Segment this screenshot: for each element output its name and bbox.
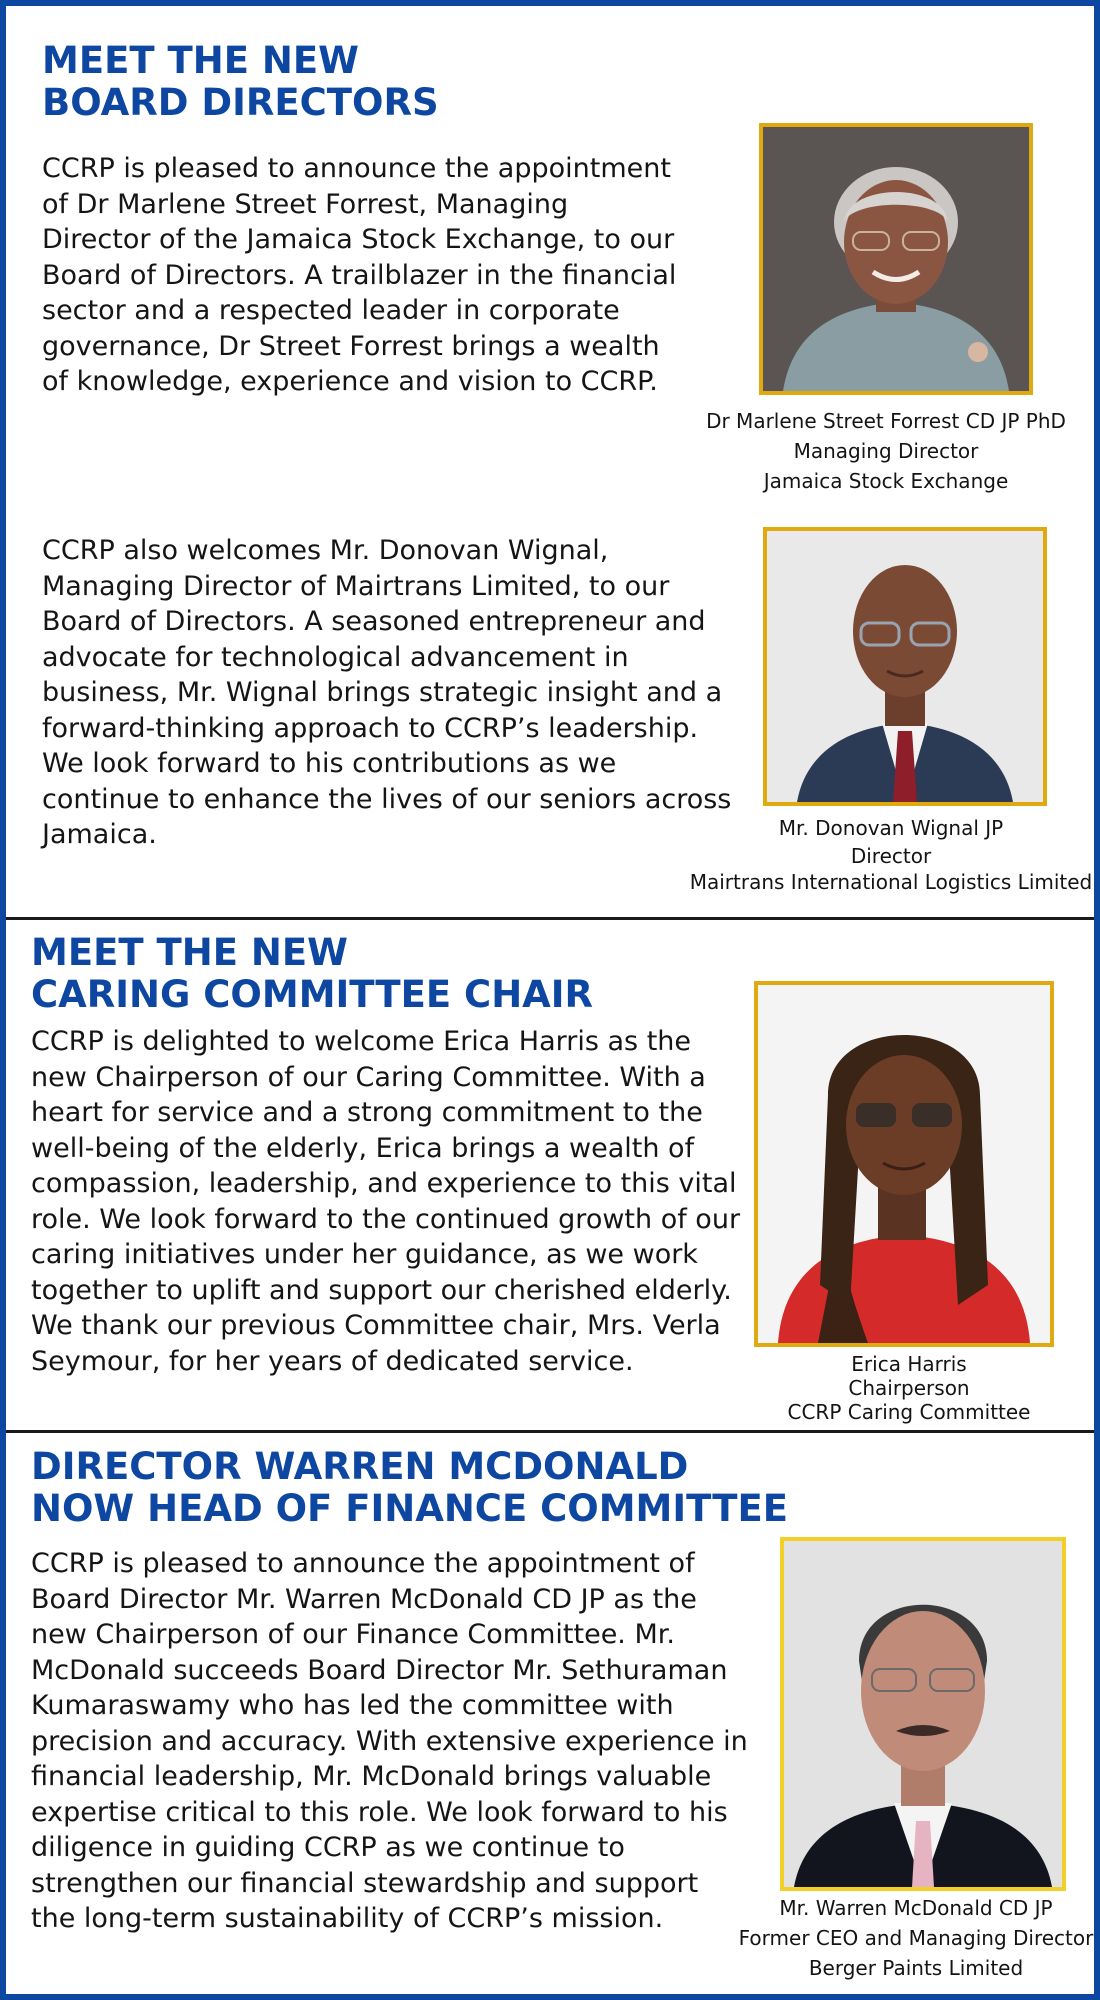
- section-divider-1: [6, 917, 1094, 920]
- caring-heading-line1: MEET THE NEW: [31, 931, 348, 974]
- finance-paragraph: CCRP is pleased to announce the appointment of Board Director Mr. Warren McDonald CD JP as the new Chairperson of our Finance Committee. Mr. McDonald succeeds Board Director Mr. Sethuraman Kumaraswamy who has led the committee with precision and accuracy. With extensive experience in financial leadership, Mr. McDonald brings valuable expertise critical to this role. We look forward to his diligence in guiding CCRP as we continue to strengthen our financial stewardship and support the long-term sustainability of CCRP’s mission.: [31, 1548, 748, 1934]
- caring-paragraph: CCRP is delighted to welcome Erica Harris as the new Chairperson of our Caring Committee. With a heart for service and a strong commitment to the well-being of the elderly, Erica brings a wealth of compassion, leadership, and experience to this vital role. We look forward to the continued growth of our caring initiatives under her guidance, as we work together to uplift and support our cherished elderly. We thank our previous Committee chair, Mrs. Verla Seymour, for her years of dedicated service.: [31, 1026, 741, 1377]
- finance-heading-line2: NOW HEAD OF FINANCE COMMITTEE: [31, 1487, 789, 1530]
- photo-donovan-wignal: [763, 527, 1047, 806]
- caption-name: Dr Marlene Street Forrest CD JP PhD: [706, 409, 1066, 433]
- finance-heading-line1: DIRECTOR WARREN MCDONALD: [31, 1445, 689, 1488]
- portrait-man-illustration: [767, 531, 1043, 802]
- board-heading-line2: BOARD DIRECTORS: [42, 81, 439, 124]
- caption-org: Berger Paints Limited: [808, 1956, 1024, 1980]
- caption-title: Director: [850, 844, 932, 868]
- caption-title: Managing Director: [793, 439, 979, 463]
- caption-donovan-wignal: [686, 814, 1096, 894]
- caption-marlene-street-forrest: [686, 406, 1086, 496]
- finance-heading: [31, 1446, 788, 1530]
- caption-title: Former CEO and Managing Director: [738, 1926, 1094, 1950]
- portrait-woman-illustration: [763, 127, 1029, 391]
- board-heading-line1: MEET THE NEW: [42, 39, 359, 82]
- caption-name: Mr. Donovan Wignal JP: [778, 816, 1004, 840]
- photo-erica-harris: [754, 981, 1054, 1347]
- caption-name: Mr. Warren McDonald CD JP: [779, 1896, 1053, 1920]
- photo-marlene-street-forrest: [759, 123, 1033, 395]
- caption-title: Chairperson: [848, 1376, 970, 1400]
- caption-org: Jamaica Stock Exchange: [763, 469, 1009, 493]
- board-paragraph-1: CCRP is pleased to announce the appointment of Dr Marlene Street Forrest, Managing Director of the Jamaica Stock Exchange, to our Board of Directors. A trailblazer in the financial sector and a respected leader in corporate governance, Dr Street Forrest brings a wealth of knowledge, experience and vision to CCRP.: [42, 153, 677, 397]
- caption-erica-harris: [754, 1352, 1064, 1424]
- caring-heading-line2: CARING COMMITTEE CHAIR: [31, 973, 594, 1016]
- portrait-man-illustration: [784, 1541, 1062, 1887]
- board-paragraph-2: CCRP also welcomes Mr. Donovan Wignal, Managing Director of Mairtrans Limited, to our Board of Directors. A seasoned entrepreneur and advocate for technological advancement in business, Mr. Wignal brings strategic insight and a forward-thinking approach to CCRP’s leadership. We look forward to his contributions as we continue to enhance the lives of our seniors across Jamaica.: [42, 535, 732, 850]
- photo-warren-mcdonald: [780, 1537, 1066, 1891]
- portrait-woman-illustration: [758, 985, 1050, 1343]
- caring-heading: [31, 932, 593, 1016]
- section-divider-2: [6, 1430, 1094, 1433]
- caption-org: CCRP Caring Committee: [787, 1400, 1031, 1424]
- caption-name: Erica Harris: [851, 1352, 967, 1376]
- caption-warren-mcdonald: [706, 1893, 1100, 1983]
- board-heading: [42, 40, 439, 124]
- caption-org: Mairtrans International Logistics Limited: [689, 870, 1093, 894]
